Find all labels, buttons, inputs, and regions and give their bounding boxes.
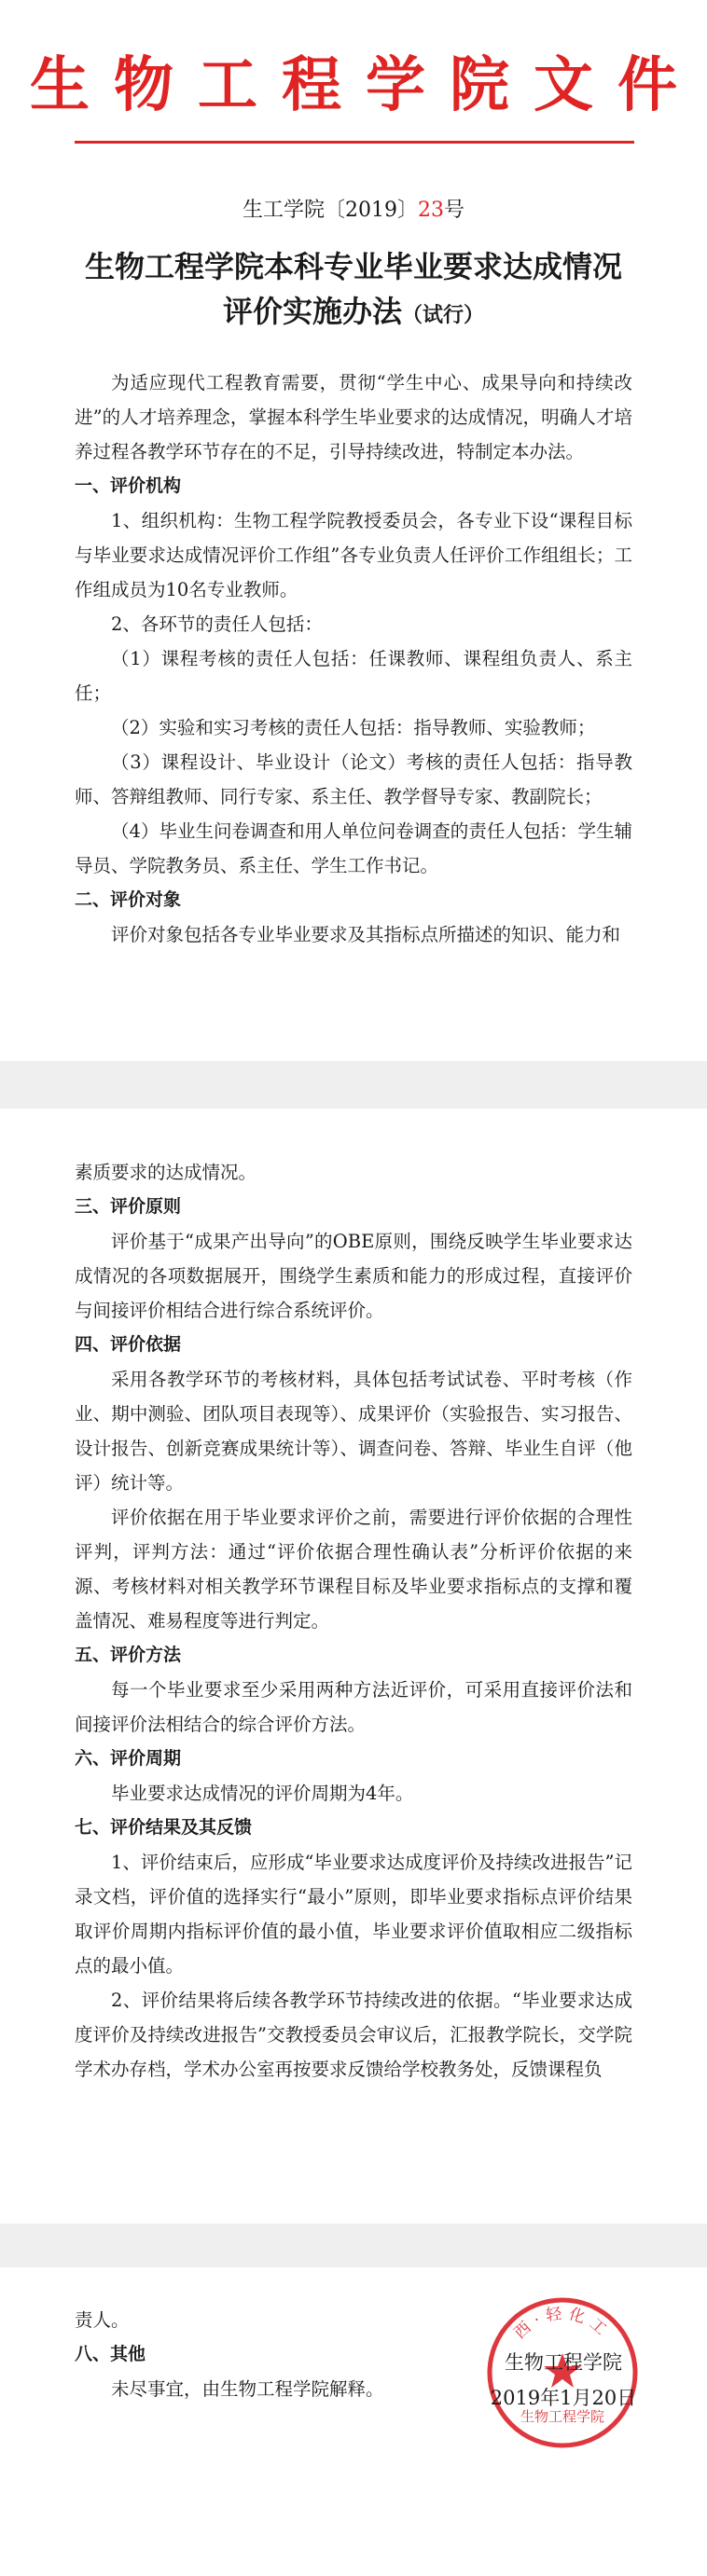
- seal-bottom-text: 生物工程学院: [520, 2408, 605, 2425]
- document-title-line-2: [0, 289, 707, 337]
- document-page-3: [0, 2267, 707, 2576]
- section-6-heading: 六、评价周期: [75, 1748, 182, 1769]
- section-1-item-1: （1）课程考核的责任人包括：任课教师、课程组负责人、系主任；: [75, 648, 632, 704]
- document-title-line-1: 生物工程学院本科专业毕业要求达成情况: [84, 249, 622, 284]
- section-7-continuation: 责人。: [75, 2309, 130, 2331]
- section-1-paragraph-2: 2、各环节的责任人包括：: [111, 613, 323, 635]
- document-page-1: [0, 0, 707, 1061]
- section-3-paragraph-1: 评价基于“成果产出导向”的OBE原则，围绕反映学生毕业要求达成情况的各项数据展开，围绕学生素质和能力的形成过程，直接评价与间接评价相结合进行综合系统评价。: [75, 1231, 632, 1321]
- section-1-heading: 一、评价机构: [75, 475, 182, 496]
- document-number: [0, 194, 707, 223]
- section-5-heading: 五、评价方法: [75, 1645, 182, 1665]
- section-1-item-3: （3）课程设计、毕业设计（论文）考核的责任人包括：指导教师、答辩组教师、同行专家、系主任、教学督导专家、教副院长；: [75, 751, 632, 807]
- section-4-heading: 四、评价依据: [75, 1334, 182, 1355]
- section-8-heading: 八、其他: [75, 2344, 146, 2364]
- doc-number-suffix: 号: [443, 199, 464, 222]
- page-1-body: [75, 365, 632, 952]
- section-6-paragraph-1: 毕业要求达成情况的评价周期为4年。: [111, 1783, 414, 1804]
- document-title-main: 评价实施办法: [222, 294, 402, 329]
- section-2-paragraph-1: 评价对象包括各专业毕业要求及其指标点所描述的知识、能力和: [111, 924, 621, 945]
- section-2-heading: 二、评价对象: [75, 889, 182, 910]
- document-title: [0, 244, 707, 337]
- document-header-title: 生物工程学院文件: [30, 51, 701, 120]
- section-2-continuation: 素质要求的达成情况。: [75, 1162, 257, 1183]
- section-1-item-4: （4）毕业生问卷调查和用人单位问卷调查的责任人包括：学生辅导员、学院教务员、系主任、学生工作书记。: [75, 820, 632, 876]
- section-7-heading: 七、评价结果及其反馈: [75, 1817, 253, 1838]
- signature-date: 2019年1月20日: [490, 2387, 637, 2409]
- section-7-paragraph-2: 2、评价结果将后续各教学环节持续改进的依据。“毕业要求达成度评价及持续改进报告”交教授委员会审议后，汇报教学院长，交学院学术办存档，学术办公室再按要求反馈给学校教务处，反馈课程负: [75, 1990, 632, 2080]
- section-4-paragraph-1: 采用各教学环节的考核材料，具体包括考试试卷、平时考核（作业、期中测验、团队项目表现等）、成果评价（实验报告、实习报告、设计报告、创新竞赛成果统计等）、调查问卷、答辩、毕业生自评（他评）统计等。: [75, 1369, 632, 1494]
- section-5-paragraph-1: 每一个毕业要求至少采用两种方法近评价，可采用直接评价法和间接评价法相结合的综合评价方法。: [75, 1679, 632, 1735]
- doc-number-value: 23: [417, 199, 444, 222]
- document-page-2: [0, 1109, 707, 2224]
- intro-paragraph: 为适应现代工程教育需要，贯彻“学生中心、成果导向和持续改进”的人才培养理念，掌握本科学生毕业要求的达成情况，明确人才培养过程各教学环节存在的不足，引导持续改进，特制定本办法。: [75, 372, 632, 462]
- section-4-paragraph-2: 评价依据在用于毕业要求评价之前，需要进行评价依据的合理性评判，评判方法：通过“评价依据合理性确认表”分析评价依据的来源、考核材料对相关教学环节课程目标及毕业要求指标点的支撑和覆盖情况、难易程度等进行判定。: [75, 1507, 632, 1632]
- doc-number-prefix: 生工学院〔2019〕: [242, 199, 418, 222]
- signature-organization: 生物工程学院: [505, 2351, 622, 2374]
- section-3-heading: 三、评价原则: [75, 1196, 182, 1217]
- section-8-paragraph-1: 未尽事宜，由生物工程学院解释。: [111, 2378, 384, 2400]
- section-1-item-2: （2）实验和实习考核的责任人包括：指导教师、实验教师；: [111, 717, 596, 738]
- seal-arc-text: 西·轻化工: [510, 2304, 615, 2343]
- document-title-note: （试行）: [402, 303, 485, 327]
- page-2-body: [75, 1155, 632, 2087]
- section-7-paragraph-1: 1、评价结束后，应形成“毕业要求达成度评价及持续改进报告”记录文档，评价值的选择实行“最小”原则，即毕业要求指标点评价结果取评价周期内指标评价值的最小值，毕业要求评价值取相应二级指标点的最小值。: [75, 1852, 632, 1977]
- section-1-paragraph-1: 1、组织机构：生物工程学院教授委员会，各专业下设“课程目标与毕业要求达成情况评价工作组”各专业负责人任评价工作组组长；工作组成员为10名专业教师。: [75, 510, 632, 600]
- header-red-divider: [75, 141, 634, 144]
